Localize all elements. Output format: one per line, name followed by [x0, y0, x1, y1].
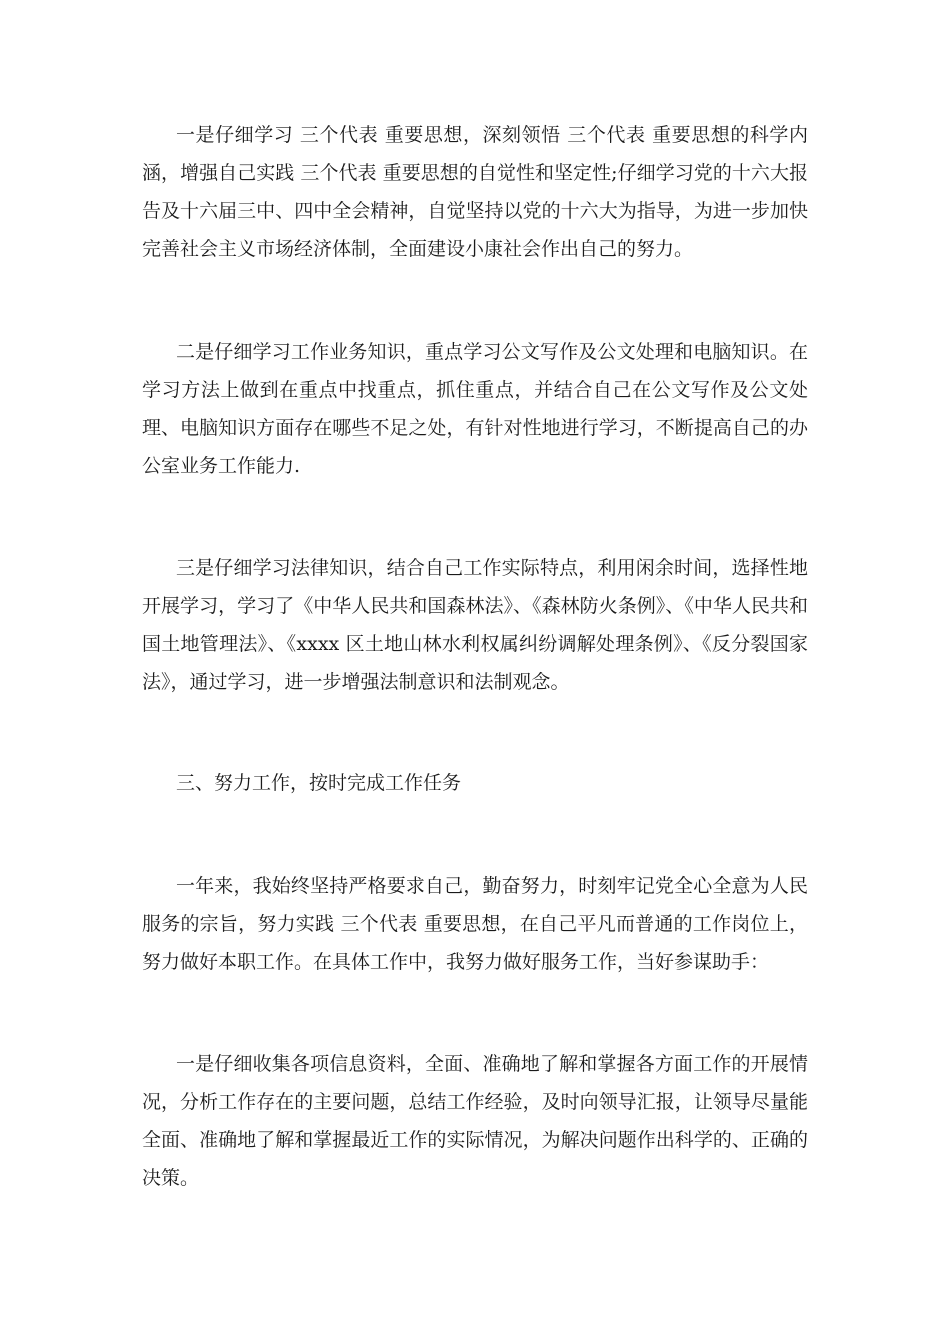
paragraph-collect-info: 一是仔细收集各项信息资料，全面、准确地了解和掌握各方面工作的开展情况，分析工作存在的主要问题，总结工作经验，及时向领导汇报，让领导尽量能全面、准确地了解和掌握最近工作的实际情况，为解决问题作出科学的、正确的决策。 — [142, 1053, 808, 1189]
paragraph-study-law: 三是仔细学习法律知识，结合自己工作实际特点，利用闲余时间，选择性地开展学习，学习了《中华人民共和国森林法》、《森林防火条例》、《中华人民共和国土地管理法》、《xxxx 区土地山林水利权属纠纷调解处理条例》、《反分裂国家法》，通过学习，进一步增强法制意识和法制观念。 — [142, 557, 808, 693]
paragraph-year-summary: 一年来，我始终坚持严格要求自己，勤奋努力，时刻牢记党全心全意为人民服务的宗旨，努力实践 三个代表 重要思想，在自己平凡而普通的工作岗位上，努力做好本职工作。在具体工作中，我努力做好服务工作，当好参谋助手： — [142, 875, 808, 973]
paragraph-study-business: 二是仔细学习工作业务知识，重点学习公文写作及公文处理和电脑知识。在学习方法上做到在重点中找重点，抓住重点，并结合自己在公文写作及公文处理、电脑知识方面存在哪些不足之处，有针对性地进行学习，不断提高自己的办公室业务工作能力. — [142, 341, 808, 477]
section-heading-work: 三、努力工作，按时完成工作任务 — [176, 772, 462, 794]
paragraph-study-theory: 一是仔细学习 三个代表 重要思想，深刻领悟 三个代表 重要思想的科学内涵，增强自己实践 三个代表 重要思想的自觉性和坚定性;仔细学习党的十六大报告及十六届三中、四中全会精神，自觉坚持以党的十六大为指导，为进一步加快完善社会主义市场经济体制，全面建设小康社会作出自己的努力。 — [142, 124, 808, 260]
